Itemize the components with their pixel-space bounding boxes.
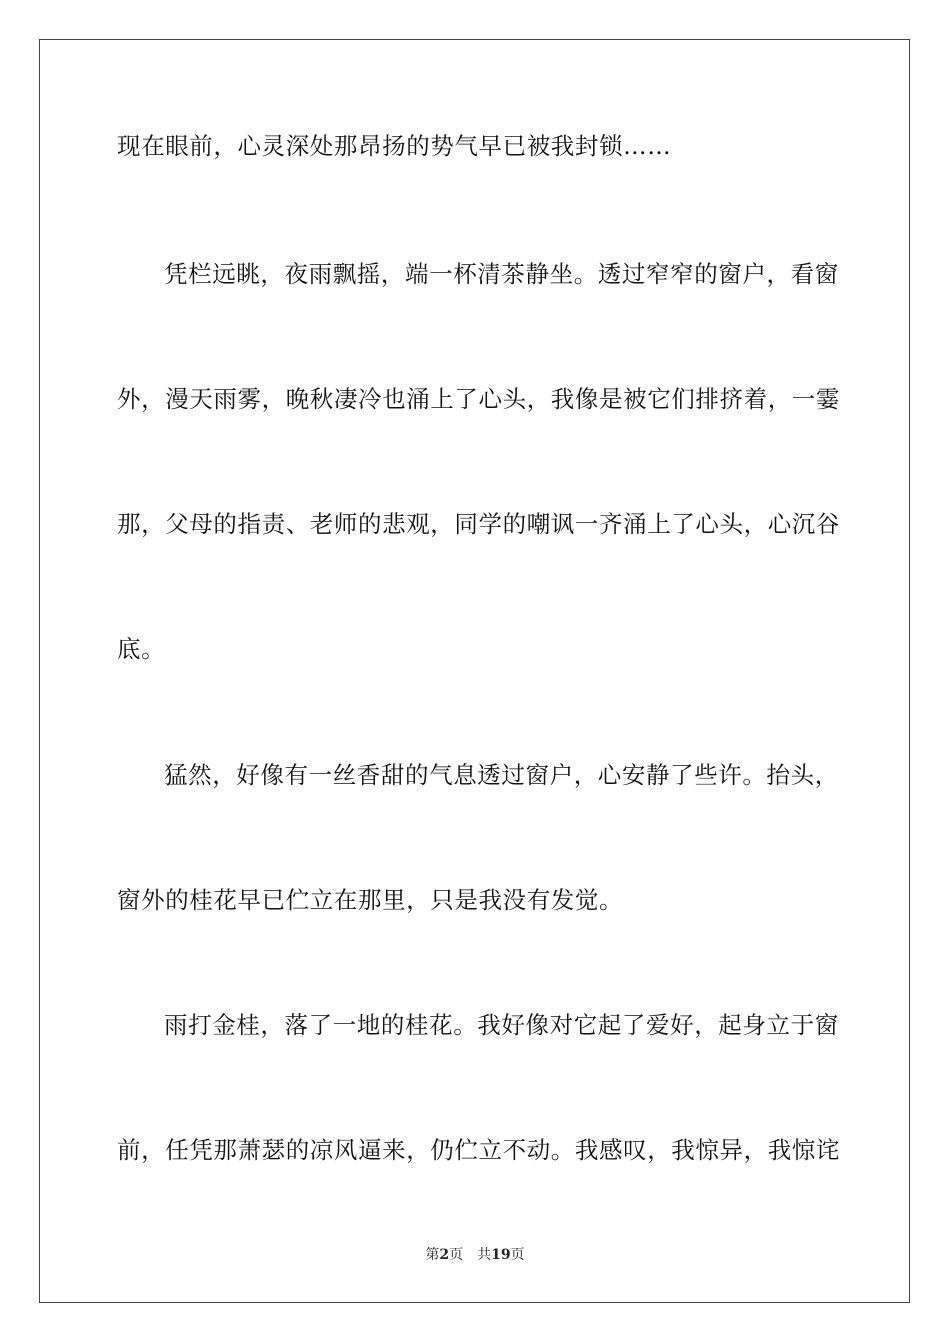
text-line-1: 现在眼前，心灵深处那昂扬的势气早已被我封锁…… (117, 132, 672, 160)
total-prefix: 共 (477, 1247, 492, 1263)
current-page-number: 2 (439, 1247, 450, 1263)
page-border (39, 39, 910, 1303)
text-line-6: 猛然，好像有一丝香甜的气息透过窗户，心安静了些许。抬头， (164, 761, 839, 789)
total-page-count: 19 (491, 1247, 511, 1263)
text-line-3: 外，漫天雨雾，晚秋凄冷也涌上了心头，我像是被它们排挤着，一霎 (117, 385, 840, 413)
page-footer (0, 1246, 950, 1264)
text-line-4: 那，父母的指责、老师的悲观，同学的嘲讽一齐涌上了心头，心沉谷 (117, 510, 840, 538)
text-line-2: 凭栏远眺，夜雨飘摇，端一杯清茶静坐。透过窄窄的窗户，看窗 (164, 260, 839, 288)
text-line-5: 底。 (117, 635, 166, 663)
text-line-8: 雨打金桂，落了一地的桂花。我好像对它起了爱好，起身立于窗 (164, 1011, 839, 1039)
text-line-7: 窗外的桂花早已伫立在那里，只是我没有发觉。 (117, 886, 624, 914)
page-prefix: 第 (425, 1247, 440, 1263)
page-suffix: 页 (449, 1247, 464, 1263)
text-line-9: 前，任凭那萧瑟的凉风逼来，仍伫立不动。我感叹，我惊异，我惊诧 (117, 1136, 840, 1164)
total-suffix: 页 (510, 1247, 525, 1263)
